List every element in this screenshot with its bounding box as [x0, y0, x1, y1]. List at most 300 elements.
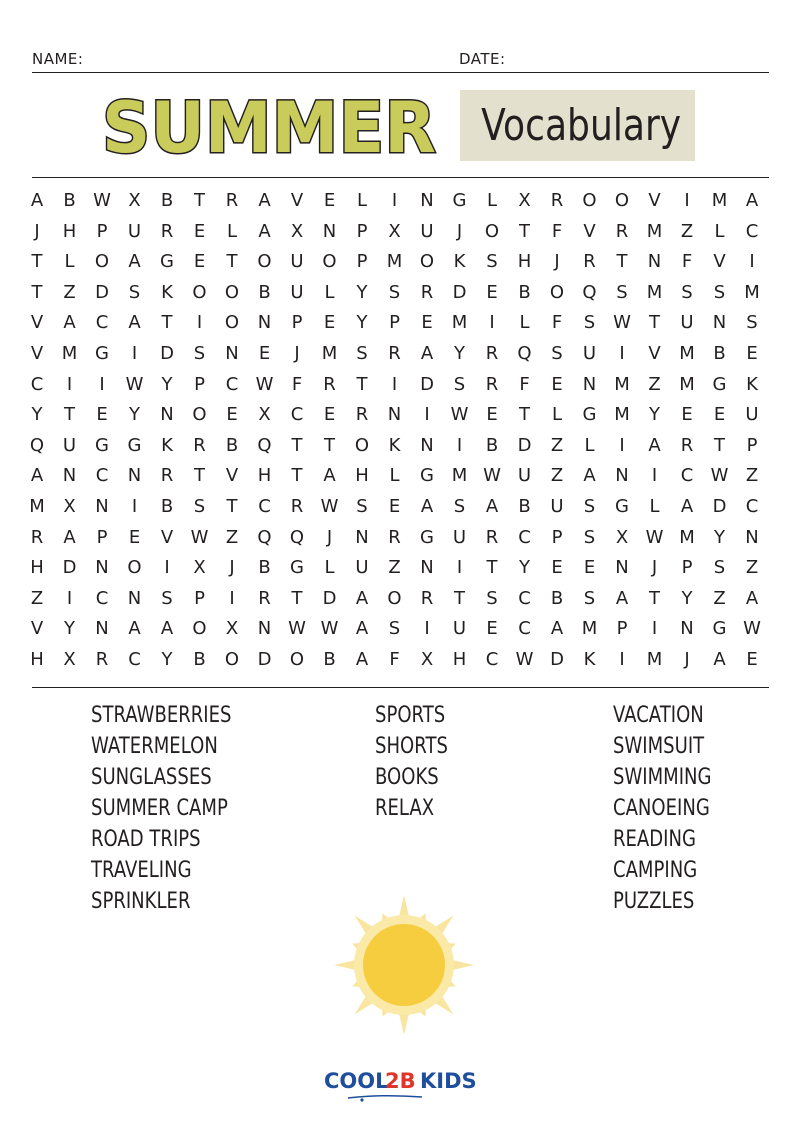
- grid-letter[interactable]: S: [356, 343, 368, 364]
- grid-letter[interactable]: N: [745, 526, 759, 548]
- grid-letter[interactable]: T: [519, 404, 530, 426]
- grid-letter[interactable]: O: [224, 649, 240, 670]
- grid-letter[interactable]: L: [389, 465, 400, 487]
- grid-letter[interactable]: L: [226, 220, 238, 242]
- grid-letter[interactable]: M: [679, 373, 695, 395]
- grid-letter[interactable]: S: [583, 312, 596, 334]
- grid-letter[interactable]: W: [190, 526, 209, 548]
- grid-letter[interactable]: X: [128, 190, 141, 211]
- grid-letter[interactable]: L: [714, 220, 725, 242]
- grid-letter[interactable]: N: [257, 618, 272, 640]
- grid-letter[interactable]: C: [518, 618, 531, 640]
- grid-letter[interactable]: B: [193, 649, 206, 670]
- grid-letter[interactable]: B: [518, 496, 531, 517]
- grid-letter[interactable]: A: [745, 190, 759, 211]
- grid-letter[interactable]: V: [160, 526, 174, 548]
- grid-letter[interactable]: F: [681, 251, 693, 273]
- grid-letter[interactable]: X: [420, 649, 434, 670]
- grid-letter[interactable]: B: [258, 557, 271, 579]
- grid-letter[interactable]: H: [257, 465, 272, 487]
- grid-letter[interactable]: T: [291, 434, 303, 456]
- grid-letter[interactable]: N: [62, 465, 77, 487]
- grid-letter[interactable]: W: [483, 465, 501, 487]
- grid-letter[interactable]: D: [322, 587, 337, 609]
- grid-letter[interactable]: Z: [225, 526, 239, 548]
- grid-letter[interactable]: E: [681, 404, 693, 426]
- grid-letter[interactable]: A: [355, 649, 369, 670]
- grid-letter[interactable]: R: [30, 526, 44, 548]
- grid-letter[interactable]: I: [619, 343, 625, 364]
- grid-letter[interactable]: I: [424, 618, 430, 640]
- grid-letter[interactable]: J: [456, 220, 463, 242]
- grid-letter[interactable]: E: [323, 190, 336, 211]
- grid-letter[interactable]: S: [551, 343, 563, 364]
- grid-letter[interactable]: U: [452, 526, 467, 548]
- grid-letter[interactable]: N: [355, 526, 369, 548]
- grid-letter[interactable]: C: [518, 587, 531, 609]
- grid-letter[interactable]: A: [258, 220, 271, 242]
- grid-letter[interactable]: T: [324, 434, 335, 456]
- grid-letter[interactable]: E: [746, 649, 758, 670]
- grid-letter[interactable]: C: [95, 587, 109, 609]
- grid-letter[interactable]: O: [94, 251, 110, 273]
- grid-letter[interactable]: E: [486, 281, 498, 303]
- grid-letter[interactable]: R: [160, 220, 174, 242]
- grid-letter[interactable]: V: [583, 220, 596, 242]
- grid-letter[interactable]: G: [127, 434, 142, 456]
- grid-letter[interactable]: K: [161, 281, 173, 303]
- grid-letter[interactable]: L: [324, 557, 335, 579]
- grid-letter[interactable]: G: [95, 343, 109, 364]
- grid-letter[interactable]: J: [229, 557, 235, 579]
- grid-letter[interactable]: L: [324, 281, 335, 303]
- grid-letter[interactable]: A: [63, 526, 76, 548]
- grid-letter[interactable]: I: [66, 373, 73, 395]
- grid-letter[interactable]: C: [95, 465, 109, 487]
- grid-letter[interactable]: L: [649, 496, 660, 517]
- grid-letter[interactable]: F: [519, 373, 530, 395]
- grid-letter[interactable]: S: [616, 281, 628, 303]
- grid-letter[interactable]: G: [712, 373, 727, 395]
- grid-letter[interactable]: I: [456, 557, 463, 579]
- grid-letter[interactable]: X: [388, 220, 401, 242]
- grid-letter[interactable]: R: [550, 190, 564, 211]
- grid-letter[interactable]: U: [582, 343, 597, 364]
- grid-letter[interactable]: C: [258, 496, 271, 517]
- grid-letter[interactable]: X: [258, 404, 271, 426]
- grid-letter[interactable]: Y: [649, 404, 660, 426]
- grid-letter[interactable]: H: [30, 649, 44, 670]
- grid-letter[interactable]: W: [710, 465, 729, 487]
- grid-letter[interactable]: T: [356, 373, 368, 395]
- grid-letter[interactable]: G: [95, 434, 109, 456]
- grid-letter[interactable]: O: [224, 312, 240, 334]
- grid-letter[interactable]: A: [485, 496, 499, 517]
- grid-letter[interactable]: D: [95, 281, 109, 303]
- grid-letter[interactable]: A: [128, 251, 141, 273]
- grid-letter[interactable]: Z: [745, 465, 759, 487]
- grid-letter[interactable]: R: [355, 404, 369, 426]
- grid-letter[interactable]: I: [391, 373, 398, 395]
- grid-letter[interactable]: B: [160, 190, 174, 211]
- grid-letter[interactable]: F: [389, 649, 400, 670]
- grid-letter[interactable]: U: [420, 220, 434, 242]
- grid-letter[interactable]: N: [95, 618, 109, 640]
- grid-letter[interactable]: E: [551, 557, 563, 579]
- grid-letter[interactable]: F: [291, 373, 303, 395]
- grid-letter[interactable]: N: [420, 557, 434, 579]
- grid-letter[interactable]: N: [95, 557, 109, 579]
- grid-letter[interactable]: J: [684, 649, 690, 670]
- grid-letter[interactable]: R: [583, 251, 596, 273]
- grid-letter[interactable]: Z: [63, 281, 76, 303]
- grid-letter[interactable]: C: [95, 312, 109, 334]
- grid-letter[interactable]: V: [30, 343, 44, 364]
- grid-letter[interactable]: D: [550, 649, 564, 670]
- grid-letter[interactable]: S: [193, 496, 206, 517]
- grid-letter[interactable]: R: [420, 281, 434, 303]
- grid-letter[interactable]: P: [551, 526, 563, 548]
- grid-letter[interactable]: M: [646, 220, 663, 242]
- grid-letter[interactable]: Y: [519, 557, 530, 579]
- grid-letter[interactable]: P: [96, 526, 108, 548]
- grid-letter[interactable]: A: [355, 618, 369, 640]
- grid-letter[interactable]: M: [646, 281, 663, 303]
- grid-letter[interactable]: W: [125, 373, 144, 395]
- grid-letter[interactable]: C: [290, 404, 304, 426]
- grid-letter[interactable]: E: [486, 618, 498, 640]
- grid-letter[interactable]: U: [355, 557, 369, 579]
- grid-letter[interactable]: U: [290, 251, 304, 273]
- grid-letter[interactable]: N: [420, 190, 434, 211]
- grid-letter[interactable]: I: [684, 190, 690, 211]
- grid-letter[interactable]: R: [160, 465, 174, 487]
- grid-letter[interactable]: P: [746, 434, 758, 456]
- grid-letter[interactable]: I: [424, 404, 430, 426]
- grid-letter[interactable]: A: [323, 465, 336, 487]
- grid-letter[interactable]: W: [255, 373, 274, 395]
- grid-letter[interactable]: R: [323, 373, 336, 395]
- grid-letter[interactable]: O: [257, 251, 272, 273]
- grid-letter[interactable]: S: [681, 281, 693, 303]
- grid-letter[interactable]: B: [713, 343, 726, 364]
- grid-letter[interactable]: N: [127, 587, 142, 609]
- grid-letter[interactable]: R: [193, 434, 206, 456]
- grid-letter[interactable]: T: [161, 312, 173, 334]
- grid-letter[interactable]: R: [225, 190, 239, 211]
- grid-letter[interactable]: U: [127, 220, 142, 242]
- grid-letter[interactable]: Y: [161, 649, 173, 670]
- grid-letter[interactable]: E: [128, 526, 141, 548]
- grid-letter[interactable]: I: [456, 434, 463, 456]
- grid-letter[interactable]: P: [194, 587, 205, 609]
- grid-letter[interactable]: R: [420, 587, 434, 609]
- grid-letter[interactable]: Q: [257, 434, 272, 456]
- grid-letter[interactable]: W: [320, 496, 339, 517]
- grid-letter[interactable]: J: [326, 526, 333, 548]
- grid-letter[interactable]: R: [680, 434, 694, 456]
- grid-letter[interactable]: T: [649, 587, 660, 609]
- grid-letter[interactable]: A: [745, 587, 759, 609]
- grid-letter[interactable]: D: [712, 496, 727, 517]
- grid-letter[interactable]: B: [323, 649, 336, 670]
- grid-letter[interactable]: C: [225, 373, 239, 395]
- grid-letter[interactable]: Z: [388, 557, 401, 579]
- grid-letter[interactable]: E: [486, 404, 498, 426]
- grid-letter[interactable]: U: [290, 281, 304, 303]
- grid-letter[interactable]: M: [646, 649, 663, 670]
- grid-letter[interactable]: I: [489, 312, 495, 334]
- grid-letter[interactable]: Z: [550, 465, 564, 487]
- grid-letter[interactable]: D: [517, 434, 532, 456]
- grid-letter[interactable]: C: [745, 220, 759, 242]
- grid-letter[interactable]: S: [583, 587, 596, 609]
- grid-letter[interactable]: S: [583, 496, 596, 517]
- grid-letter[interactable]: K: [388, 434, 401, 456]
- grid-letter[interactable]: R: [258, 587, 271, 609]
- grid-letter[interactable]: Y: [161, 373, 173, 395]
- grid-letter[interactable]: N: [257, 312, 272, 334]
- grid-letter[interactable]: N: [680, 618, 694, 640]
- grid-letter[interactable]: A: [258, 190, 271, 211]
- grid-letter[interactable]: S: [388, 618, 401, 640]
- grid-letter[interactable]: I: [66, 587, 73, 609]
- grid-letter[interactable]: H: [30, 557, 44, 579]
- grid-letter[interactable]: K: [746, 373, 758, 395]
- grid-letter[interactable]: T: [31, 251, 43, 273]
- grid-letter[interactable]: O: [419, 251, 435, 273]
- grid-letter[interactable]: B: [518, 281, 531, 303]
- grid-letter[interactable]: P: [356, 251, 368, 273]
- grid-letter[interactable]: N: [582, 373, 597, 395]
- grid-letter[interactable]: P: [194, 373, 205, 395]
- grid-letter[interactable]: V: [225, 465, 239, 487]
- grid-letter[interactable]: D: [62, 557, 77, 579]
- grid-letter[interactable]: M: [61, 343, 78, 364]
- grid-letter[interactable]: A: [128, 618, 141, 640]
- grid-letter[interactable]: N: [420, 434, 434, 456]
- grid-letter[interactable]: Q: [29, 434, 45, 456]
- grid-letter[interactable]: H: [517, 251, 532, 273]
- grid-letter[interactable]: Y: [356, 312, 368, 334]
- grid-letter[interactable]: E: [388, 496, 401, 517]
- grid-letter[interactable]: S: [746, 312, 758, 334]
- grid-letter[interactable]: E: [193, 251, 206, 273]
- grid-letter[interactable]: W: [450, 404, 469, 426]
- grid-letter[interactable]: Y: [714, 526, 725, 548]
- grid-letter[interactable]: B: [550, 587, 564, 609]
- grid-letter[interactable]: G: [582, 404, 597, 426]
- grid-letter[interactable]: R: [485, 373, 499, 395]
- grid-letter[interactable]: G: [452, 190, 467, 211]
- grid-letter[interactable]: G: [420, 526, 434, 548]
- grid-letter[interactable]: U: [745, 404, 759, 426]
- grid-letter[interactable]: L: [584, 434, 595, 456]
- grid-letter[interactable]: P: [96, 220, 108, 242]
- grid-letter[interactable]: I: [619, 649, 625, 670]
- grid-letter[interactable]: Q: [517, 343, 532, 364]
- grid-letter[interactable]: T: [714, 434, 725, 456]
- grid-letter[interactable]: V: [30, 618, 44, 640]
- grid-letter[interactable]: A: [30, 190, 44, 211]
- grid-letter[interactable]: O: [484, 220, 500, 242]
- grid-letter[interactable]: M: [679, 526, 695, 548]
- grid-letter[interactable]: I: [164, 557, 170, 579]
- grid-letter[interactable]: C: [680, 465, 694, 487]
- grid-letter[interactable]: L: [486, 190, 498, 211]
- grid-letter[interactable]: S: [453, 496, 466, 517]
- grid-letter[interactable]: A: [615, 587, 629, 609]
- grid-letter[interactable]: M: [744, 281, 760, 303]
- grid-letter[interactable]: Y: [31, 404, 43, 426]
- grid-letter[interactable]: O: [614, 190, 630, 211]
- grid-letter[interactable]: U: [62, 434, 77, 456]
- grid-letter[interactable]: C: [745, 496, 759, 517]
- grid-letter[interactable]: O: [582, 190, 597, 211]
- grid-letter[interactable]: M: [614, 404, 630, 426]
- grid-letter[interactable]: L: [519, 312, 530, 334]
- grid-letter[interactable]: C: [128, 649, 141, 670]
- grid-letter[interactable]: X: [615, 526, 629, 548]
- grid-letter[interactable]: I: [749, 251, 755, 273]
- grid-letter[interactable]: X: [225, 618, 239, 640]
- grid-letter[interactable]: M: [451, 312, 468, 334]
- grid-letter[interactable]: N: [95, 496, 109, 517]
- grid-letter[interactable]: P: [681, 557, 693, 579]
- grid-letter[interactable]: M: [614, 373, 630, 395]
- grid-letter[interactable]: T: [454, 587, 465, 609]
- grid-letter[interactable]: W: [613, 312, 631, 334]
- grid-letter[interactable]: T: [64, 404, 75, 426]
- grid-letter[interactable]: P: [291, 312, 303, 334]
- grid-letter[interactable]: N: [615, 465, 629, 487]
- grid-letter[interactable]: R: [95, 649, 109, 670]
- grid-letter[interactable]: S: [388, 281, 401, 303]
- grid-letter[interactable]: Z: [550, 434, 564, 456]
- grid-letter[interactable]: D: [420, 373, 434, 395]
- grid-letter[interactable]: C: [518, 526, 531, 548]
- grid-letter[interactable]: X: [518, 190, 531, 211]
- grid-letter[interactable]: O: [354, 434, 370, 456]
- grid-letter[interactable]: B: [225, 434, 239, 456]
- grid-letter[interactable]: Z: [745, 557, 759, 579]
- grid-letter[interactable]: S: [486, 587, 498, 609]
- grid-letter[interactable]: M: [451, 465, 468, 487]
- grid-letter[interactable]: E: [258, 343, 271, 364]
- grid-letter[interactable]: G: [420, 465, 434, 487]
- grid-letter[interactable]: O: [549, 281, 565, 303]
- grid-letter[interactable]: X: [290, 220, 304, 242]
- grid-letter[interactable]: K: [583, 649, 596, 670]
- grid-letter[interactable]: E: [193, 220, 206, 242]
- grid-letter[interactable]: O: [224, 281, 240, 303]
- grid-letter[interactable]: E: [551, 373, 563, 395]
- grid-letter[interactable]: C: [485, 649, 499, 670]
- grid-letter[interactable]: O: [192, 404, 207, 426]
- grid-letter[interactable]: N: [615, 557, 629, 579]
- grid-letter[interactable]: A: [550, 618, 564, 640]
- grid-letter[interactable]: T: [226, 496, 238, 517]
- grid-letter[interactable]: T: [486, 557, 498, 579]
- grid-letter[interactable]: O: [322, 251, 337, 273]
- grid-letter[interactable]: B: [63, 190, 76, 211]
- grid-letter[interactable]: Q: [289, 526, 305, 548]
- grid-letter[interactable]: E: [96, 404, 108, 426]
- grid-letter[interactable]: J: [34, 220, 40, 242]
- grid-letter[interactable]: H: [452, 649, 467, 670]
- grid-letter[interactable]: G: [160, 251, 174, 273]
- grid-letter[interactable]: I: [99, 373, 105, 395]
- grid-letter[interactable]: R: [290, 496, 304, 517]
- grid-letter[interactable]: P: [356, 220, 368, 242]
- grid-letter[interactable]: L: [64, 251, 75, 273]
- grid-letter[interactable]: X: [193, 557, 206, 579]
- grid-letter[interactable]: D: [452, 281, 467, 303]
- grid-letter[interactable]: E: [713, 404, 726, 426]
- grid-letter[interactable]: A: [648, 434, 661, 456]
- grid-letter[interactable]: I: [131, 343, 138, 364]
- grid-letter[interactable]: S: [453, 373, 466, 395]
- grid-letter[interactable]: F: [551, 220, 563, 242]
- grid-letter[interactable]: G: [290, 557, 304, 579]
- grid-letter[interactable]: B: [485, 434, 499, 456]
- grid-letter[interactable]: W: [288, 618, 306, 640]
- grid-letter[interactable]: A: [680, 496, 694, 517]
- grid-letter[interactable]: K: [453, 251, 466, 273]
- grid-letter[interactable]: A: [355, 587, 369, 609]
- grid-letter[interactable]: T: [291, 587, 303, 609]
- grid-letter[interactable]: D: [160, 343, 174, 364]
- grid-letter[interactable]: V: [290, 190, 304, 211]
- grid-letter[interactable]: O: [387, 587, 402, 609]
- grid-letter[interactable]: O: [192, 618, 207, 640]
- grid-letter[interactable]: I: [651, 465, 658, 487]
- grid-letter[interactable]: L: [356, 190, 368, 211]
- grid-letter[interactable]: M: [581, 618, 598, 640]
- grid-letter[interactable]: T: [31, 281, 43, 303]
- grid-letter[interactable]: N: [387, 404, 402, 426]
- grid-letter[interactable]: T: [519, 220, 530, 242]
- grid-letter[interactable]: V: [648, 343, 661, 364]
- grid-letter[interactable]: B: [258, 281, 271, 303]
- grid-letter[interactable]: G: [615, 496, 629, 517]
- grid-letter[interactable]: T: [226, 251, 238, 273]
- grid-letter[interactable]: B: [160, 496, 174, 517]
- grid-letter[interactable]: N: [160, 404, 174, 426]
- grid-letter[interactable]: Y: [356, 281, 368, 303]
- grid-letter[interactable]: Y: [64, 618, 75, 640]
- grid-letter[interactable]: S: [583, 526, 596, 548]
- grid-letter[interactable]: Y: [681, 587, 693, 609]
- grid-letter[interactable]: S: [193, 343, 206, 364]
- grid-letter[interactable]: R: [388, 526, 401, 548]
- grid-letter[interactable]: S: [161, 587, 173, 609]
- grid-letter[interactable]: W: [743, 618, 761, 640]
- grid-letter[interactable]: Z: [680, 220, 694, 242]
- grid-letter[interactable]: V: [713, 251, 726, 273]
- grid-letter[interactable]: Q: [257, 526, 272, 548]
- grid-letter[interactable]: S: [713, 557, 726, 579]
- grid-letter[interactable]: E: [421, 312, 433, 334]
- grid-letter[interactable]: O: [127, 557, 142, 579]
- grid-letter[interactable]: Y: [454, 343, 465, 364]
- grid-letter[interactable]: T: [616, 251, 628, 273]
- grid-letter[interactable]: L: [551, 404, 563, 426]
- grid-letter[interactable]: I: [391, 190, 398, 211]
- grid-letter[interactable]: O: [289, 649, 305, 670]
- grid-letter[interactable]: V: [30, 312, 44, 334]
- grid-letter[interactable]: W: [515, 649, 534, 670]
